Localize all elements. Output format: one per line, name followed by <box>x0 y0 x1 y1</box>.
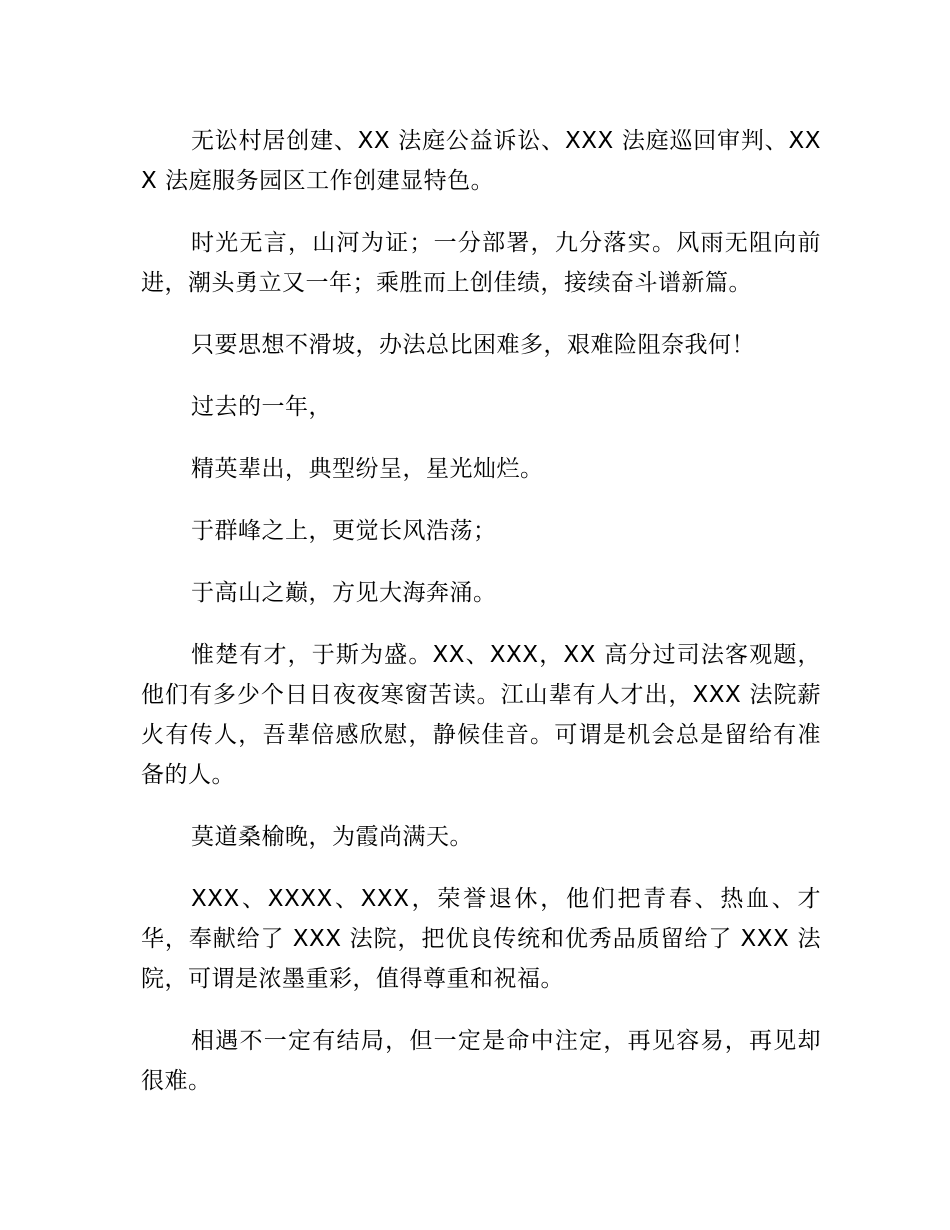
paragraph: 时光无言，山河为证；一分部署，九分落实。风雨无阻向前进，潮头勇立又一年；乘胜而上创佳绩，接续奋斗谱新篇。 <box>141 230 821 296</box>
paragraph: 相遇不一定有结局，但一定是命中注定，再见容易，再见却很难。 <box>141 1028 821 1094</box>
paragraph: 过去的一年， <box>191 394 332 420</box>
paragraph: XXX、XXXX、XXX，荣誉退休，他们把青春、热血、才华，奉献给了 XXX 法院，把优良传统和优秀品质留给了 XXX 法院，可谓是浓墨重彩，值得尊重和祝福。 <box>141 886 821 992</box>
paragraph: 于群峰之上，更觉长风浩荡； <box>191 518 497 544</box>
paragraph: 惟楚有才，于斯为盛。XX、XXX，XX 高分过司法客观题，他们有多少个日日夜夜寒窗苦读。江山辈有人才出，XXX 法院薪火有传人，吾辈倍感欣慰，静候佳音。可谓是机会总是留给有准备的人。 <box>141 642 821 788</box>
paragraph: 于高山之巅，方见大海奔涌。 <box>191 580 497 606</box>
paragraph: 无讼村居创建、XX 法庭公益诉讼、XXX 法庭巡回审判、XXX 法庭服务园区工作创建显特色。 <box>141 128 821 194</box>
paragraph: 只要思想不滑坡，办法总比困难多，艰难险阻奈我何！ <box>191 332 755 358</box>
paragraph: 精英辈出，典型纷呈，星光灿烂。 <box>191 456 544 482</box>
paragraph: 莫道桑榆晚，为霞尚满天。 <box>191 824 473 850</box>
document-body <box>141 121 821 1123</box>
